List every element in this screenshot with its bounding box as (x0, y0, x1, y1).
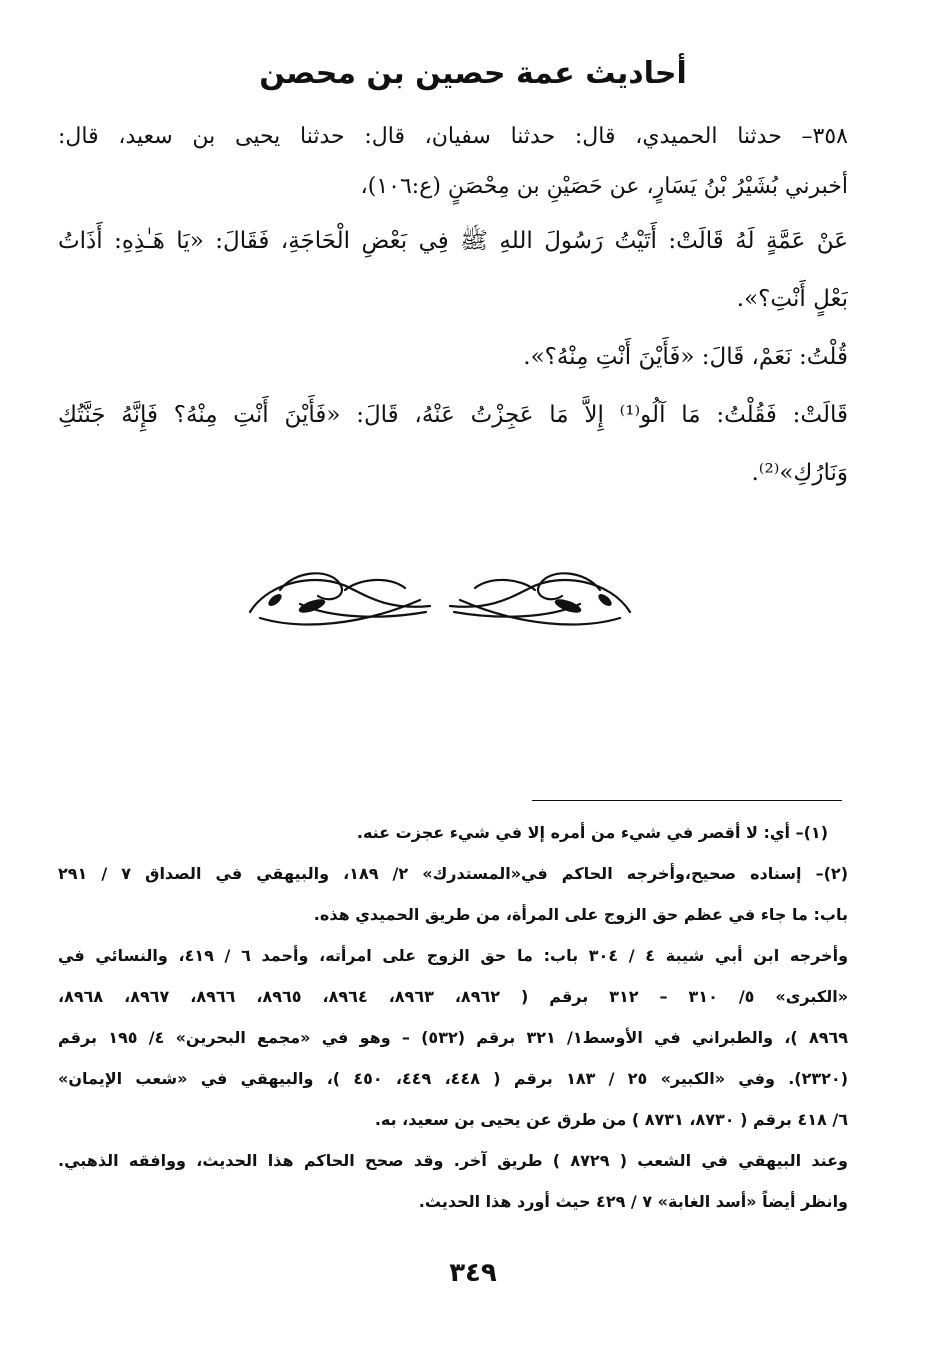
hadith-line: قَالَتْ: فَقُلْتُ: مَا آلُو⁽¹⁾ إِلاَّ مَا عَجِزْتُ عَنْهُ، قَالَ: «فَأَيْنَ أَنْتِ مِنْهُ؟ فَإِنَّهُ جَنَّتُكِ (58, 402, 848, 428)
hadith-line: قُلْتُ: نَعَمْ، قَالَ: «فَأَيْنَ أَنْتِ مِنْهُ؟». (523, 344, 848, 370)
footnote-line: (١)– أي: لا أقصر في شيء من أمره إلا في شيء عجزت عنه. (356, 823, 828, 842)
hadith-line: عَنْ عَمَّةٍ لَهُ قَالَتْ: أَتَيْتُ رَسُولَ اللهِ ﷺ فِي بَعْضِ الْحَاجَةِ، فَقَالَ: «يَا هَـٰذِهِ: أَذَاتُ (58, 228, 848, 254)
footnotes (58, 812, 848, 1222)
page-number: ٣٤٩ (449, 1258, 497, 1288)
footnote-line: وأخرجه ابن أبي شيبة ٤ / ٣٠٤ باب: ما حق الزوج على امرأته، وأحمد ٦ / ٤١٩، والنسائي في (58, 946, 848, 965)
hadith-line: وَنَارُكِ»⁽²⁾. (751, 460, 848, 486)
footnote-divider (532, 800, 842, 801)
hadith-text (58, 112, 848, 502)
ornamental-divider-icon (240, 560, 640, 640)
footnote-line: ٨٩٦٩ )، والطبراني في الأوسط١/ ٣٢١ برقم (٥٣٢) – وهو في «مجمع البحرين» ٤/ ١٩٥ برقم (58, 1028, 848, 1047)
page-title: أحاديث عمة حصين بن محصن (259, 56, 687, 91)
footnote-line: «الكبرى» ٥/ ٣١٠ – ٣١٢ برقم ( ٨٩٦٢، ٨٩٦٣، ٨٩٦٤، ٨٩٦٥، ٨٩٦٦، ٨٩٦٧، ٨٩٦٨، (58, 987, 848, 1006)
footnote-line: (٢٣٢٠). وفي «الكبير» ٢٥ / ١٨٣ برقم ( ٤٤٨، ٤٤٩، ٤٥٠ )، والبيهقي في «شعب الإيمان» (58, 1069, 848, 1088)
hadith-line: ٣٥٨– حدثنا الحميدي، قال: حدثنا سفيان، قال: حدثنا يحيى بن سعيد، قال: (58, 124, 848, 149)
footnote-line: ٦/ ٤١٨ برقم ( ٨٧٣٠، ٨٧٣١ ) من طرق عن يحيى بن سعيد، به. (374, 1110, 848, 1129)
hadith-line: بَعْلٍ أَنْتِ؟». (736, 286, 848, 312)
footnote-line: وعند البيهقي في الشعب ( ٨٧٢٩ ) طريق آخر. وقد صحح الحاكم هذا الحديث، ووافقه الذهبي. (58, 1151, 848, 1170)
hadith-line: أخبرني بُشَيْرُ بْنُ يَسَارٍ، عن حَصَيْنِ بن مِحْصَنٍ (ع:١٠٦)، (360, 174, 848, 199)
footnote-line: باب: ما جاء في عظم حق الزوج على المرأة، من طريق الحميدي هذه. (313, 905, 848, 924)
footnote-line: وانظر أيضاً «أسد الغابة» ٧ / ٤٢٩ حيث أورد هذا الحديث. (418, 1192, 848, 1211)
footnote-line: (٢)– إسناده صحيح،وأخرجه الحاكم في«المستدرك» ٢/ ١٨٩، والبيهقي في الصداق ٧ / ٢٩١ (58, 864, 848, 883)
